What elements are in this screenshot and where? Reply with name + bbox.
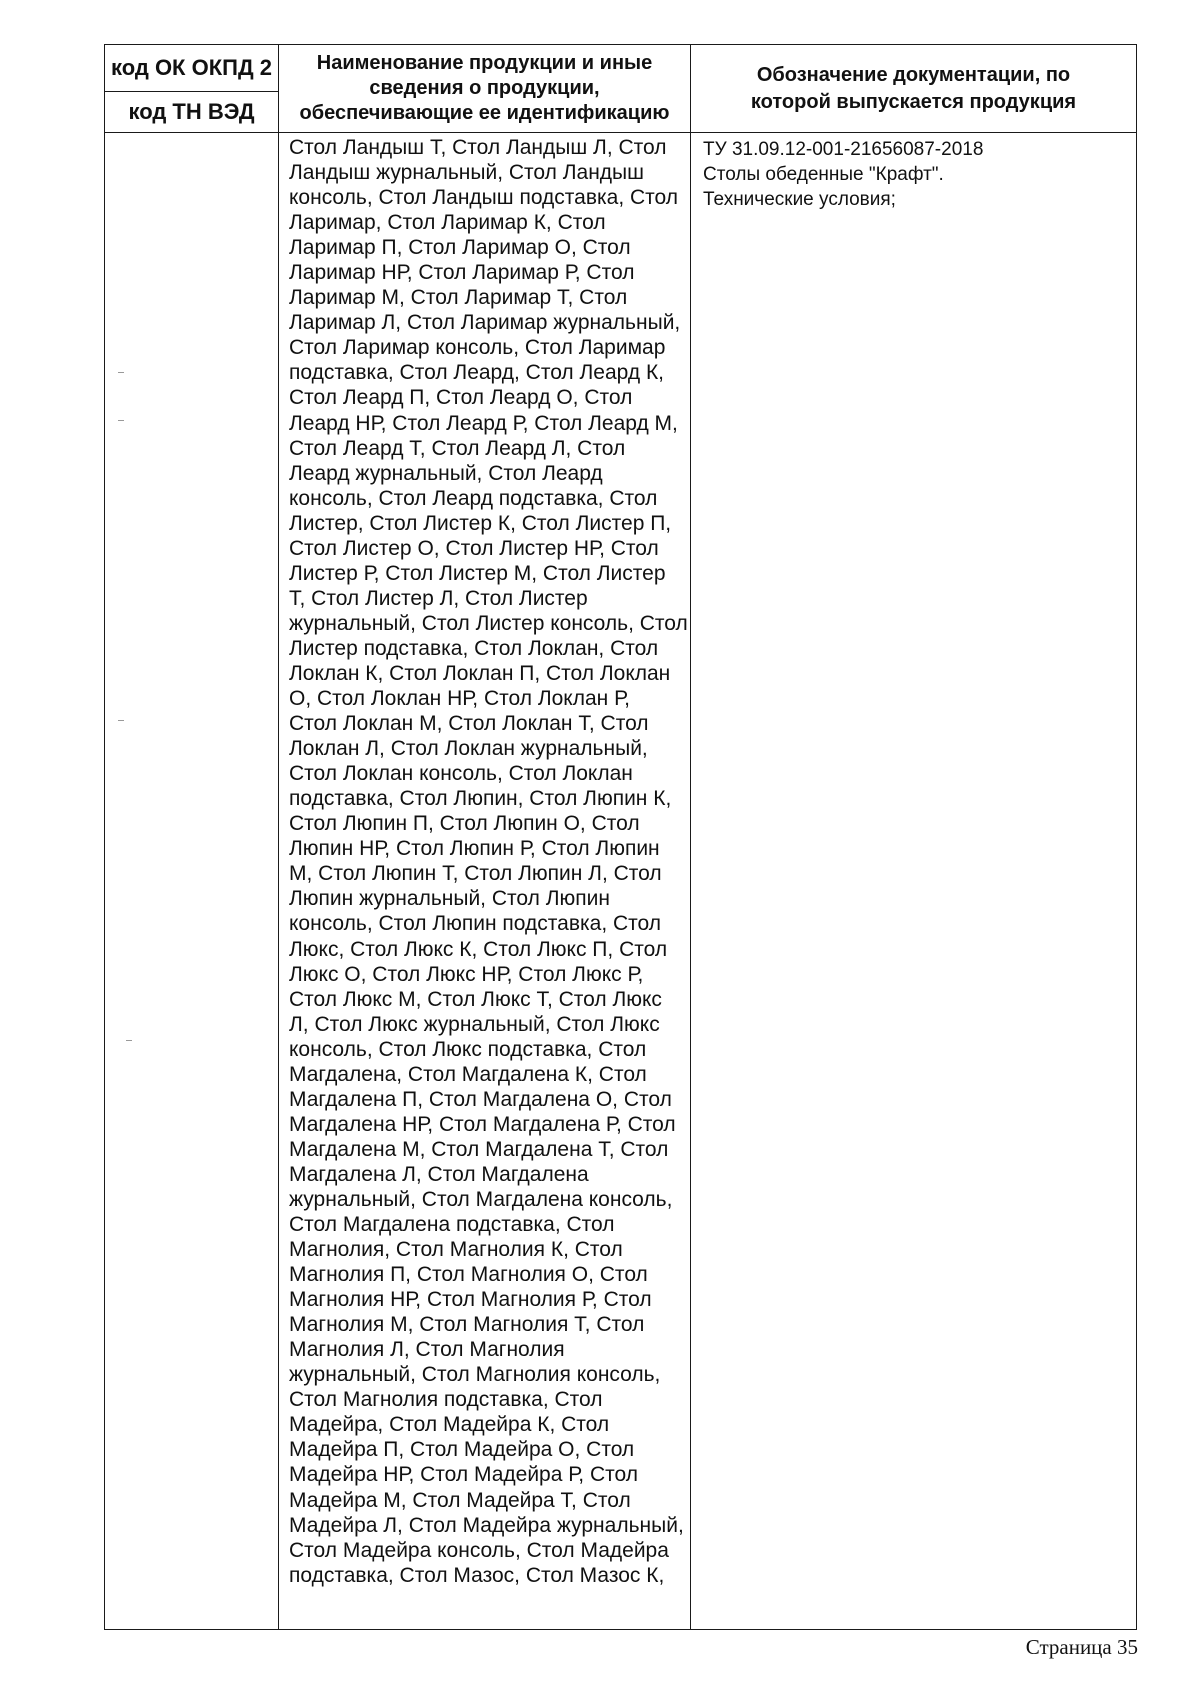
product-name-line: Стол Люпин П, Стол Люпин О, Стол [289,812,640,836]
product-name-line: журнальный, Стол Магнолия консоль, [289,1363,661,1387]
product-name-line: Л, Стол Люкс журнальный, Стол Люкс [289,1012,660,1036]
product-name-line: Т, Стол Листер Л, Стол Листер [289,586,588,610]
product-spec-table [104,44,1137,1630]
product-name-line: Магнолия, Стол Магнолия К, Стол [289,1238,623,1262]
product-name-line: Магнолия НР, Стол Магнолия Р, Стол [289,1288,652,1312]
product-name-line: Стол Локлан консоль, Стол Локлан [289,762,633,786]
product-name-line: подставка, Стол Люпин, Стол Люпин К, [289,787,672,811]
documentation-cell [691,133,1137,1630]
product-name-line: Стол Листер О, Стол Листер НР, Стол [289,536,659,560]
header-doc-line: Обозначение документации, по [756,63,1071,86]
margin-mark [118,372,124,373]
doc-line: Столы обеденные "Крафт". [703,164,944,185]
product-name-line: Леард НР, Стол Леард Р, Стол Леард М, [289,411,678,435]
margin-mark [126,1040,132,1041]
product-name-line: Люкс О, Стол Люкс НР, Стол Люкс Р, [289,962,644,986]
product-name-line: Локлан К, Стол Локлан П, Стол Локлан [289,661,671,685]
product-name-line: Стол Магдалена подставка, Стол [289,1213,615,1237]
product-name-line: журнальный, Стол Листер консоль, Стол [289,611,688,635]
header-name-line: сведения о продукции, [369,77,600,99]
product-name-line: журнальный, Стол Магдалена консоль, [289,1187,673,1211]
product-name-line: Люпин НР, Стол Люпин Р, Стол Люпин [289,837,660,861]
header-doc-line: которой выпускается продукция [750,90,1077,113]
product-name-line: Магдалена М, Стол Магдалена Т, Стол [289,1137,669,1161]
product-name-line: Люпин журнальный, Стол Люпин [289,887,610,911]
product-name-line: консоль, Стол Люкс подставка, Стол [289,1037,647,1061]
doc-line: ТУ 31.09.12-001-21656087-2018 [703,139,984,160]
header-documentation [691,45,1137,133]
product-name-line: Магдалена НР, Стол Магдалена Р, Стол [289,1112,676,1136]
product-name-line: Листер Р, Стол Листер М, Стол Листер [289,561,666,585]
product-name-line: Леард журнальный, Стол Леард [289,461,603,485]
header-okpd-code: код ОК ОКПД 2 [105,45,279,92]
product-name-line: подставка, Стол Леард, Стол Леард К, [289,361,665,385]
product-name-line: Мадейра Л, Стол Мадейра журнальный, [289,1513,684,1537]
table-row [105,133,1137,1630]
product-name-line: консоль, Стол Люпин подставка, Стол [289,912,662,936]
header-name-line: обеспечивающие ее идентификацию [299,102,670,124]
code-cell [105,133,279,1630]
product-name-line: Ландыш журнальный, Стол Ландыш [289,161,644,185]
product-name-line: Магнолия Л, Стол Магнолия [289,1338,565,1362]
product-name-line: О, Стол Локлан НР, Стол Локлан Р, [289,687,630,711]
product-name-line: Стол Ларимар консоль, Стол Ларимар [289,336,666,360]
product-name-line: Магнолия М, Стол Магнолия Т, Стол [289,1313,645,1337]
product-name-line: Ларимар П, Стол Ларимар О, Стол [289,236,631,260]
product-name-line: Стол Леард П, Стол Леард О, Стол [289,386,633,410]
product-name-line: Стол Леард Т, Стол Леард Л, Стол [289,436,626,460]
product-name-line: М, Стол Люпин Т, Стол Люпин Л, Стол [289,862,662,886]
product-name-line: Ларимар, Стол Ларимар К, Стол [289,211,606,235]
product-name-line: Мадейра, Стол Мадейра К, Стол [289,1413,610,1437]
product-name-line: Мадейра П, Стол Мадейра О, Стол [289,1438,635,1462]
product-name-line: консоль, Стол Ландыш подставка, Стол [289,186,679,210]
product-name-line: Листер подставка, Стол Локлан, Стол [289,636,659,660]
product-name-line: Стол Магнолия подставка, Стол [289,1388,603,1412]
product-name-line: Магдалена Л, Стол Магдалена [289,1162,589,1186]
product-name-line: Стол Локлан М, Стол Локлан Т, Стол [289,712,649,736]
header-product-name [279,45,691,133]
product-name-line: Мадейра НР, Стол Мадейра Р, Стол [289,1463,638,1487]
doc-line: Технические условия; [703,189,896,210]
product-name-line: Люкс, Стол Люкс К, Стол Люкс П, Стол [289,937,668,961]
product-name-line: Ларимар НР, Стол Ларимар Р, Стол [289,261,635,285]
product-name-line: Ларимар М, Стол Ларимар Т, Стол [289,286,628,310]
product-name-line: Стол Люкс М, Стол Люкс Т, Стол Люкс [289,987,662,1011]
product-name-line: консоль, Стол Леард подставка, Стол [289,486,658,510]
header-name-line: Наименование продукции и иные [316,52,653,74]
product-name-line: подставка, Стол Мазос, Стол Мазос К, [289,1563,665,1587]
product-name-line: Локлан Л, Стол Локлан журнальный, [289,737,648,761]
product-name-line: Магнолия П, Стол Магнолия О, Стол [289,1263,648,1287]
product-name-line: Магдалена П, Стол Магдалена О, Стол [289,1087,672,1111]
product-name-line: Магдалена, Стол Магдалена К, Стол [289,1062,647,1086]
page-number: Страница 35 [1025,1635,1138,1659]
product-names-cell [279,133,691,1630]
margin-mark [118,420,124,421]
product-name-line: Стол Мадейра консоль, Стол Мадейра [289,1538,669,1562]
header-tnved-code: код ТН ВЭД [105,92,279,133]
margin-mark [118,720,124,721]
product-name-line: Ларимар Л, Стол Ларимар журнальный, [289,311,681,335]
product-name-line: Листер, Стол Листер К, Стол Листер П, [289,511,672,535]
product-name-line: Стол Ландыш Т, Стол Ландыш Л, Стол [289,136,667,159]
product-name-line: Мадейра М, Стол Мадейра Т, Стол [289,1488,631,1512]
